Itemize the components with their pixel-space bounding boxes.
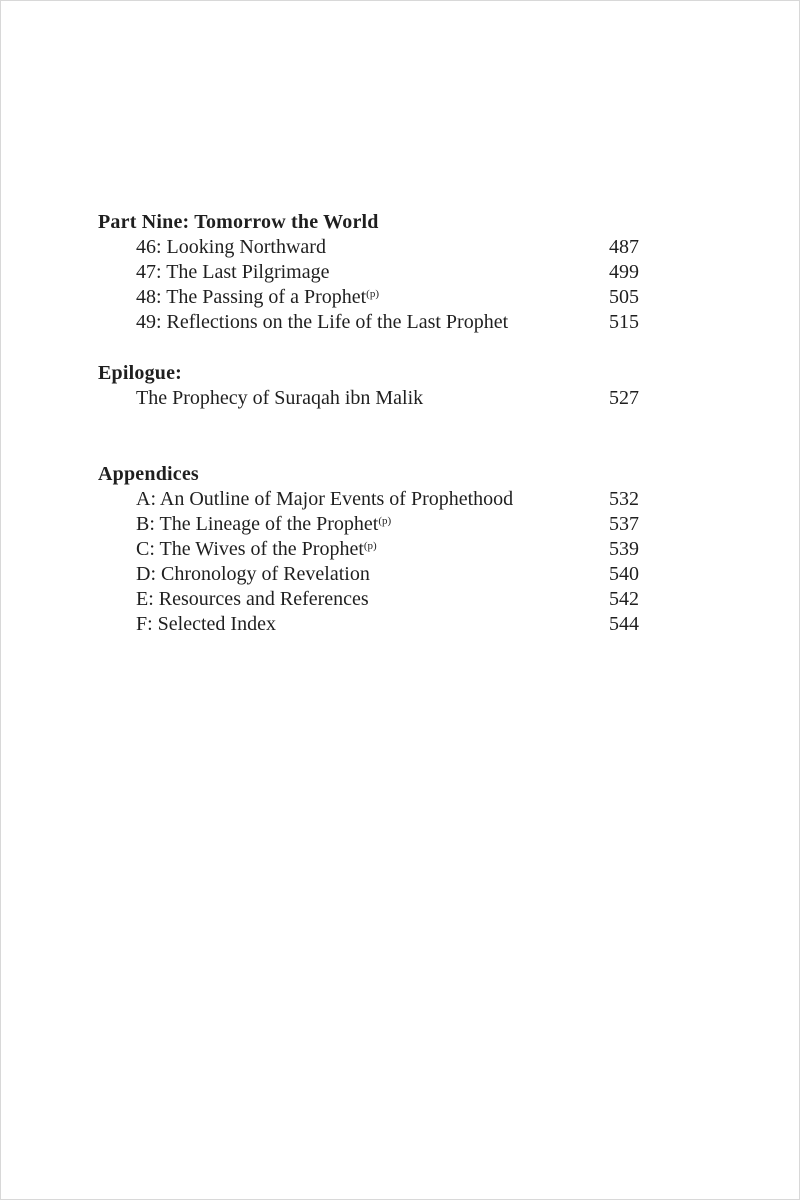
entry-title (98, 562, 589, 587)
entry-page-number: 527 (609, 387, 639, 409)
toc-entry (98, 310, 639, 335)
entry-title-text: 48: The Passing of a Prophet (136, 286, 367, 308)
entry-title-text: The Prophecy of Suraqah ibn Malik (136, 387, 424, 409)
entry-title (98, 386, 589, 411)
entry-page-number: 532 (609, 488, 639, 510)
entry-title-text: A: An Outline of Major Events of Prophethood (136, 488, 514, 510)
entry-page-number: 505 (609, 286, 639, 308)
toc-entry (98, 562, 639, 587)
entry-title (98, 537, 589, 562)
entry-title-text: 49: Reflections on the Life of the Last Prophet (136, 311, 509, 333)
entry-title-text: B: The Lineage of the Prophet (136, 513, 379, 535)
entry-page-number: 542 (609, 588, 639, 610)
toc-entry (98, 386, 639, 411)
toc-entry (98, 235, 639, 260)
toc-entry (98, 487, 639, 512)
entry-title (98, 512, 589, 537)
toc-entry (98, 537, 639, 562)
entry-title (98, 260, 589, 285)
entry-page-number: 539 (609, 538, 639, 560)
entry-title (98, 487, 589, 512)
entry-page-number: 487 (609, 236, 639, 258)
section-entries (98, 386, 639, 411)
entry-page-number: 499 (609, 261, 639, 283)
section-entries (98, 487, 639, 637)
toc-section (98, 210, 639, 335)
entry-title (98, 235, 589, 260)
entry-title (98, 612, 589, 637)
entry-superscript: (p) (366, 288, 379, 300)
section-heading: Part Nine: Tomorrow the World (98, 211, 379, 233)
entry-page-number: 544 (609, 613, 639, 635)
section-heading: Epilogue: (98, 362, 183, 384)
toc-entry (98, 512, 639, 537)
entry-title-text: F: Selected Index (136, 613, 276, 635)
entry-page-number: 540 (609, 563, 639, 585)
toc-section (98, 361, 639, 411)
toc-entry (98, 260, 639, 285)
section-entries (98, 235, 639, 335)
entry-title-text: D: Chronology of Revelation (136, 563, 370, 585)
toc-entry (98, 285, 639, 310)
table-of-contents (98, 210, 639, 637)
section-heading: Appendices (98, 463, 199, 485)
entry-title-text: 46: Looking Northward (136, 236, 326, 258)
entry-title (98, 285, 589, 310)
toc-entry (98, 587, 639, 612)
entry-superscript: (p) (363, 540, 377, 552)
entry-page-number: 537 (609, 513, 639, 535)
entry-title-text: C: The Wives of the Prophet (136, 538, 364, 560)
entry-title-text: E: Resources and References (136, 588, 369, 610)
toc-section (98, 462, 639, 637)
entry-title-text: 47: The Last Pilgrimage (136, 261, 330, 283)
entry-page-number: 515 (609, 311, 639, 333)
entry-superscript: (p) (378, 515, 392, 527)
entry-title (98, 310, 589, 335)
toc-entry (98, 612, 639, 637)
entry-title (98, 587, 589, 612)
